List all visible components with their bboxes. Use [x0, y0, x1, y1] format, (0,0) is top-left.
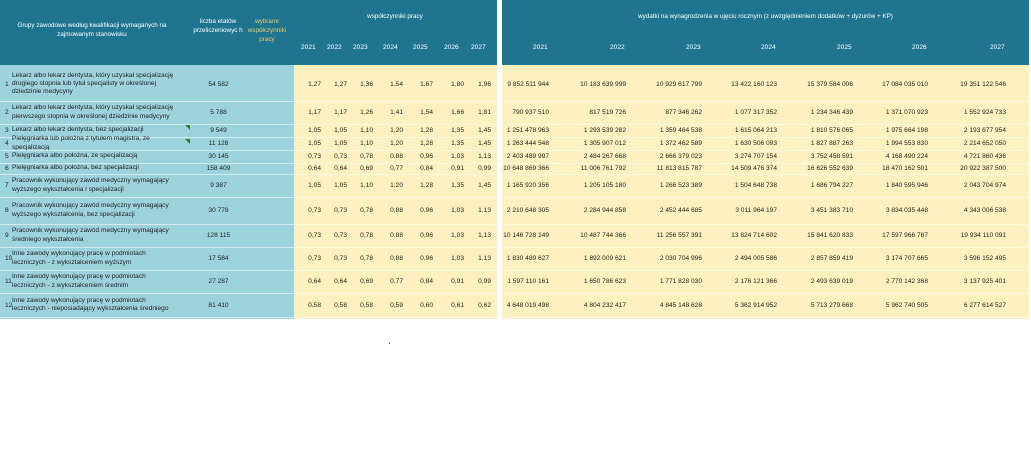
expense-year-2022: 2022 — [610, 44, 625, 51]
row-expense-value: 2 494 005 586 — [734, 255, 777, 262]
header-staff: liczba etatów przeliczeniowyc h — [193, 18, 243, 34]
row-coef-value: 0,58 — [334, 301, 347, 309]
row-expense-value: 2 403 489 997 — [506, 153, 549, 160]
row-expense-value: 817 519 726 — [589, 109, 626, 116]
row-coef-value: 0,88 — [390, 153, 403, 160]
expense-year-2021: 2021 — [533, 44, 548, 51]
row-coef-value: 1,13 — [478, 232, 491, 239]
row-divider — [0, 317, 1031, 318]
row-coef-value: 0,64 — [308, 278, 321, 285]
row-staff-count: 27 287 — [208, 278, 229, 285]
row-coef-value: 0,69 — [360, 278, 373, 285]
row-expense-value: 5 713 279 668 — [810, 301, 853, 309]
row-coef-value: 0,58 — [308, 301, 321, 309]
row-coef-value: 0,78 — [360, 207, 373, 214]
row-staff-count: 128 115 — [206, 232, 231, 239]
row-number: 6 — [5, 165, 9, 172]
row-coef-value: 1,28 — [420, 182, 433, 189]
coef-year-2025: 2025 — [413, 44, 428, 51]
row-coef-value: 0,73 — [334, 207, 347, 214]
row-coef-value: 1,96 — [478, 80, 491, 88]
row-coef-value: 1,36 — [360, 80, 373, 88]
row-expense-value: 10 183 639 999 — [580, 80, 626, 88]
expense-year-2025: 2025 — [837, 44, 852, 51]
row-coef-value: 0,59 — [390, 301, 403, 309]
header-chosen-coef: wybrane współczynniki pracy — [247, 18, 287, 43]
row-coef-value: 0,96 — [420, 207, 433, 214]
row-coef-value: 0,84 — [420, 165, 433, 172]
header-expense-title: wydatki na wynagrodzenia w ujęciu rocznym (z uwzględnieniem dodatków + dyżurów + KP) — [638, 13, 893, 20]
row-number: 10 — [5, 255, 13, 262]
table-row — [0, 101, 1031, 124]
coef-year-2022: 2022 — [327, 44, 342, 51]
row-expense-value: 4 168 490 224 — [885, 153, 928, 160]
row-expense-value: 1 305 907 012 — [583, 140, 626, 147]
row-expense-value: 2 214 652 050 — [963, 140, 1006, 147]
row-expense-value: 1 827 887 263 — [810, 140, 853, 147]
row-expense-value: 1 371 070 923 — [885, 109, 928, 116]
row-staff-count: 17 584 — [208, 255, 229, 262]
row-expense-value: 13 422 160 123 — [731, 80, 777, 88]
row-coef-value: 1,81 — [478, 109, 491, 116]
coef-year-2026: 2026 — [444, 44, 459, 51]
row-expense-value: 11 006 761 792 — [580, 165, 626, 172]
row-coef-value: 0,64 — [334, 278, 347, 285]
row-expense-value: 1 504 648 738 — [734, 182, 777, 189]
row-staff-count: 81 410 — [208, 301, 229, 309]
coef-year-2027: 2027 — [471, 44, 486, 51]
row-expense-value: 2 484 267 668 — [583, 153, 626, 160]
row-coef-value: 0,60 — [420, 301, 433, 309]
expense-year-2026: 2026 — [912, 44, 927, 51]
row-expense-value: 4 343 006 538 — [963, 207, 1006, 214]
row-expense-value: 2 493 639 019 — [810, 278, 853, 285]
row-coef-value: 1,26 — [360, 109, 373, 116]
row-coef-value: 1,45 — [478, 140, 491, 147]
table-row — [0, 270, 1031, 293]
row-expense-value: 3 274 707 154 — [734, 153, 777, 160]
row-expense-value: 1 597 110 161 — [507, 278, 549, 285]
row-number: 7 — [5, 182, 9, 189]
row-expense-value: 17 597 966 767 — [882, 232, 928, 239]
row-staff-count: 11 128 — [208, 140, 229, 147]
row-coef-value: 0,77 — [390, 165, 403, 172]
row-coef-value: 1,05 — [308, 127, 321, 134]
row-coef-value: 1,27 — [308, 80, 321, 88]
row-expense-value: 1 251 478 963 — [506, 127, 549, 134]
row-expense-value: 4 648 019 498 — [506, 301, 549, 309]
row-expense-value: 5 962 740 505 — [885, 301, 928, 309]
row-number: 8 — [5, 207, 9, 214]
row-expense-value: 1 892 009 621 — [583, 255, 626, 262]
row-coef-value: 0,73 — [308, 207, 321, 214]
row-coef-value: 1,03 — [451, 207, 464, 214]
row-expense-value: 3 834 035 448 — [885, 207, 928, 214]
row-coef-value: 1,20 — [390, 140, 403, 147]
row-staff-count: 9 387 — [210, 182, 227, 189]
row-expense-value: 20 922 387 500 — [960, 165, 1006, 172]
row-staff-count: 30 778 — [208, 207, 229, 214]
row-coef-value: 0,77 — [390, 278, 403, 285]
row-expense-value: 2 666 379 023 — [659, 153, 702, 160]
row-expense-value: 3 451 383 710 — [810, 207, 853, 214]
table-row — [0, 247, 1031, 270]
row-group-name: Lekarz albo lekarz dentysta, bez specjalizacji — [12, 126, 144, 134]
row-expense-value: 14 509 476 374 — [731, 165, 777, 172]
row-expense-value: 1 293 539 282 — [583, 127, 626, 134]
row-coef-value: 1,03 — [451, 255, 464, 262]
row-expense-value: 2 284 944 858 — [583, 207, 626, 214]
row-expense-value: 2 857 859 419 — [810, 255, 853, 262]
table-row — [0, 67, 1031, 101]
row-coef-value: 1,17 — [334, 109, 347, 116]
row-group-name: Pielęgniarka lub położna z tytułem magistra, ze specjalizacją — [12, 135, 150, 151]
row-coef-value: 0,91 — [451, 165, 464, 172]
row-expense-value: 1 830 489 627 — [506, 255, 549, 262]
row-expense-value: 10 648 869 366 — [503, 165, 549, 172]
row-coef-value: 0,61 — [451, 301, 464, 309]
row-expense-value: 3 011 964 197 — [735, 207, 777, 214]
row-coef-value: 0,58 — [360, 301, 373, 309]
row-group-name: Pracownik wykonujący zawód medyczny wymagający średniego wykształcenia — [12, 227, 169, 243]
row-coef-value: 0,96 — [420, 153, 433, 160]
row-expense-value: 1 650 786 623 — [583, 278, 626, 285]
row-coef-value: 1,27 — [334, 80, 347, 88]
row-expense-value: 19 351 122 546 — [960, 80, 1006, 88]
row-expense-value: 1 552 924 733 — [963, 109, 1006, 116]
row-expense-value: 4 845 148 628 — [659, 301, 702, 309]
row-expense-value: 11 813 815 787 — [656, 165, 702, 172]
table-row — [0, 197, 1031, 224]
row-group-name: Pielęgniarka albo położna, ze specjalizacją — [12, 152, 138, 160]
coef-year-2024: 2024 — [383, 44, 398, 51]
row-coef-value: 1,05 — [308, 182, 321, 189]
row-expense-value: 2 452 444 685 — [659, 207, 702, 214]
row-coef-value: 1,80 — [451, 80, 464, 88]
row-coef-value: 1,45 — [478, 127, 491, 134]
table-row — [0, 224, 1031, 247]
row-staff-count: 9 549 — [210, 127, 227, 134]
row-coef-value: 0,64 — [308, 165, 321, 172]
row-coef-value: 1,03 — [451, 153, 464, 160]
row-expense-value: 790 937 510 — [512, 109, 549, 116]
row-expense-value: 11 256 557 391 — [656, 232, 702, 239]
row-coef-value: 0,73 — [334, 255, 347, 262]
row-coef-value: 0,73 — [308, 255, 321, 262]
row-coef-value: 0,91 — [451, 278, 464, 285]
row-expense-value: 2 770 142 368 — [885, 278, 928, 285]
row-number: 1 — [5, 80, 9, 88]
row-expense-value: 2 176 121 366 — [734, 278, 777, 285]
row-group-name: Inne zawody wykonujący pracę w podmiotach leczniczych - z wykształceniem średnim — [12, 273, 146, 289]
row-coef-value: 0,88 — [390, 232, 403, 239]
row-coef-value: 0,99 — [478, 165, 491, 172]
row-group-name: Inne zawody wykonujący pracę w podmiotach leczniczych - z wykształceniem wyższym — [12, 250, 146, 266]
row-expense-value: 2 030 704 996 — [659, 255, 702, 262]
row-coef-value: 1,35 — [451, 140, 464, 147]
row-coef-value: 0,73 — [334, 153, 347, 160]
table-header-right — [502, 0, 1029, 65]
row-expense-value: 15 841 620 833 — [807, 232, 853, 239]
row-coef-value: 1,66 — [451, 109, 464, 116]
row-expense-value: 2 210 648 305 — [506, 207, 549, 214]
row-expense-value: 10 487 744 366 — [580, 232, 626, 239]
row-expense-value: 1 266 523 389 — [659, 182, 702, 189]
row-expense-value: 3 752 458 591 — [810, 153, 853, 160]
row-coef-value: 0,84 — [420, 278, 433, 285]
row-number: 3 — [5, 127, 9, 134]
comment-marker-icon — [185, 125, 190, 130]
table-header-left — [0, 0, 497, 65]
row-coef-value: 1,41 — [390, 109, 403, 116]
table-row — [0, 137, 1031, 150]
row-coef-value: 1,28 — [420, 140, 433, 147]
column-separator — [497, 0, 502, 320]
row-expense-value: 1 077 317 352 — [734, 109, 777, 116]
row-number: 12 — [5, 301, 13, 309]
row-coef-value: 0,62 — [478, 301, 491, 309]
row-expense-value: 1 263 444 548 — [506, 140, 549, 147]
row-group-name: Inne zawody wykonujący pracę w podmiotach leczniczych - nieposiadający wykształcenia średniego — [12, 296, 169, 312]
row-expense-value: 4 804 232 417 — [583, 301, 626, 309]
row-expense-value: 5 362 914 952 — [734, 301, 777, 309]
row-expense-value: 2 043 704 974 — [963, 182, 1006, 189]
expense-year-2027: 2027 — [990, 44, 1005, 51]
row-coef-value: 0,88 — [390, 207, 403, 214]
row-expense-value: 1 205 105 180 — [583, 182, 626, 189]
row-coef-value: 0,73 — [308, 153, 321, 160]
expense-year-2024: 2024 — [761, 44, 776, 51]
row-expense-value: 3 174 707 665 — [885, 255, 928, 262]
row-staff-count: 30 145 — [208, 153, 229, 160]
row-expense-value: 19 934 110 091 — [960, 232, 1006, 239]
row-coef-value: 0,73 — [308, 232, 321, 239]
row-expense-value: 17 084 035 010 — [882, 80, 928, 88]
row-coef-value: 1,13 — [478, 153, 491, 160]
row-expense-value: 3 137 925 401 — [963, 278, 1006, 285]
row-group-name: Lekarz albo lekarz dentysta, który uzyskał specjalizację drugiego stopnia lub tytuł specjalisty w określonej dziedzinie medycyny — [12, 71, 174, 96]
row-coef-value: 1,54 — [420, 109, 433, 116]
row-expense-value: 1 840 595 946 — [885, 182, 928, 189]
row-group-name: Pracownik wykonujący zawód medyczny wymagający wyższego wykształcenia, bez specjalizacji — [12, 202, 169, 218]
footer-mark: . — [388, 336, 391, 347]
row-coef-value: 0,78 — [360, 255, 373, 262]
row-expense-value: 1 234 346 439 — [810, 109, 853, 116]
row-coef-value: 1,10 — [360, 182, 373, 189]
row-coef-value: 1,10 — [360, 127, 373, 134]
row-coef-value: 0,88 — [390, 255, 403, 262]
row-group-name: Pielęgniarka albo położna, bez specjalizacji — [12, 164, 139, 172]
comment-marker-icon — [185, 139, 190, 144]
row-expense-value: 1 615 064 213 — [734, 127, 777, 134]
row-number: 11 — [5, 278, 12, 285]
row-coef-value: 1,28 — [420, 127, 433, 134]
row-expense-value: 1 630 506 093 — [734, 140, 777, 147]
row-coef-value: 1,05 — [334, 140, 347, 147]
table-row — [0, 163, 1031, 174]
row-coef-value: 1,13 — [478, 207, 491, 214]
row-coef-value: 1,17 — [308, 109, 321, 116]
row-expense-value: 6 277 614 527 — [963, 301, 1006, 309]
row-coef-value: 1,10 — [360, 140, 373, 147]
row-coef-value: 1,05 — [334, 182, 347, 189]
row-expense-value: 2 193 677 954 — [963, 127, 1006, 134]
row-staff-count: 5 788 — [210, 109, 227, 116]
coef-year-2021: 2021 — [301, 44, 316, 51]
row-coef-value: 1,45 — [478, 182, 491, 189]
row-expense-value: 1 359 464 538 — [659, 127, 702, 134]
row-coef-value: 0,99 — [478, 278, 491, 285]
row-number: 5 — [5, 153, 9, 160]
row-expense-value: 1 372 462 589 — [659, 140, 702, 147]
row-coef-value: 1,13 — [478, 255, 491, 262]
row-expense-value: 1 165 920 356 — [506, 182, 549, 189]
row-expense-value: 18 470 162 501 — [882, 165, 928, 172]
row-expense-value: 1 771 828 030 — [659, 278, 702, 285]
row-coef-value: 0,96 — [420, 255, 433, 262]
row-coef-value: 0,73 — [334, 232, 347, 239]
header-groups: Grupy zawodowe według kwalifikacji wymaganych na zajmowanym stanowisku — [17, 22, 167, 38]
row-staff-count: 54 582 — [208, 80, 229, 88]
row-coef-value: 1,35 — [451, 127, 464, 134]
coef-year-2023: 2023 — [353, 44, 368, 51]
row-expense-value: 10 929 617 799 — [656, 80, 702, 88]
table-row — [0, 293, 1031, 317]
row-group-name: Lekarz albo lekarz dentysta, który uzyskał specjalizację pierwszego stopnia w określonej dziedzinie medycyny — [12, 104, 174, 120]
row-expense-value: 1 975 664 198 — [885, 127, 928, 134]
row-number: 9 — [5, 232, 9, 239]
row-number: 2 — [5, 109, 9, 116]
row-coef-value: 1,05 — [308, 140, 321, 147]
row-coef-value: 0,96 — [420, 232, 433, 239]
row-coef-value: 0,69 — [360, 165, 373, 172]
expense-year-2023: 2023 — [686, 44, 701, 51]
row-expense-value: 9 852 511 944 — [507, 80, 549, 88]
row-expense-value: 13 824 714 602 — [731, 232, 777, 239]
row-coef-value: 1,67 — [420, 80, 433, 88]
row-coef-value: 1,35 — [451, 182, 464, 189]
row-expense-value: 4 721 860 436 — [963, 153, 1006, 160]
header-coef-title: współczynniki pracy — [367, 13, 423, 20]
row-expense-value: 3 596 152 495 — [963, 255, 1006, 262]
row-expense-value: 10 146 728 149 — [503, 232, 549, 239]
row-coef-value: 1,20 — [390, 127, 403, 134]
row-coef-value: 1,20 — [390, 182, 403, 189]
table-row — [0, 174, 1031, 197]
row-coef-value: 0,64 — [334, 165, 347, 172]
row-coef-value: 0,78 — [360, 153, 373, 160]
row-expense-value: 1 810 576 065 — [810, 127, 853, 134]
row-group-name: Pracownik wykonujący zawód medyczny wymagający wyższego wykształcenia i specjalizacji — [12, 177, 169, 193]
row-expense-value: 16 626 552 639 — [807, 165, 853, 172]
row-expense-value: 1 686 794 227 — [810, 182, 853, 189]
row-coef-value: 1,54 — [390, 80, 403, 88]
row-coef-value: 1,05 — [334, 127, 347, 134]
row-coef-value: 0,78 — [360, 232, 373, 239]
row-expense-value: 1 994 553 830 — [885, 140, 928, 147]
table-row — [0, 150, 1031, 163]
row-coef-value: 1,03 — [451, 232, 464, 239]
row-expense-value: 877 346 262 — [665, 109, 702, 116]
row-number: 4 — [5, 140, 9, 147]
row-staff-count: 158 409 — [206, 165, 231, 172]
row-expense-value: 15 379 584 006 — [807, 80, 853, 88]
